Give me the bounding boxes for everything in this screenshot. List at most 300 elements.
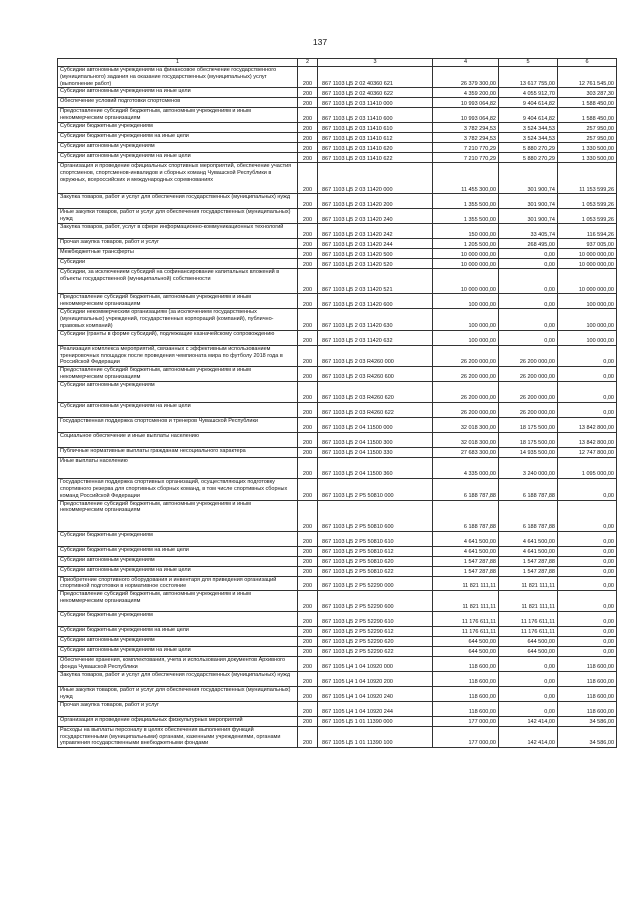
row-code: 867 1103 Ц5 2 03 11410 620 [318,143,433,153]
row-value-5: 644 500,00 [499,647,558,657]
row-value-6: 12 761 545,00 [558,67,617,88]
row-name: Субсидии автономным учреждениям на иные цели [58,403,298,418]
row-name: Субсидии автономным учреждениям [58,143,298,153]
row-code: 867 1103 Ц5 2 P5 50810 600 [318,500,433,531]
row-name: Социальное обеспечение и иные выплаты населению [58,433,298,448]
table-row [58,108,617,123]
table-row [58,367,617,382]
row-code: 867 1105 Ц4 1 04 10920 000 [318,657,433,672]
table-row [58,627,617,637]
table-row [58,403,617,418]
row-value-5: 4 055 912,70 [499,88,558,98]
row-value-4: 644 500,00 [433,647,499,657]
row-value-5: 14 935 500,00 [499,448,558,458]
row-code: 867 1103 Ц5 2 04 11500 300 [318,433,433,448]
row-value-4: 10 000 000,00 [433,269,499,294]
row-value-4: 26 200 000,00 [433,367,499,382]
row-value-4: 1 547 287,88 [433,556,499,566]
row-name: Приобретение спортивного оборудования и инвентаря для приведения организаций спортивной подготовки в нормативное состояние [58,576,298,591]
row-col2: 200 [298,88,318,98]
table-row [58,566,617,576]
table-row [58,249,617,259]
row-code: 867 1105 Ц4 1 04 10920 240 [318,686,433,701]
row-value-6: 1 053 599,26 [558,194,617,209]
row-code: 867 1103 Ц5 2 02 40360 622 [318,88,433,98]
row-value-5: 26 200 000,00 [499,367,558,382]
row-value-4: 10 000 000,00 [433,249,499,259]
table-row [58,701,617,716]
row-col2: 200 [298,153,318,163]
row-name: Предоставление субсидий бюджетным, автономным учреждениям и иным некоммерческим организациям [58,108,298,123]
table-row [58,637,617,647]
row-value-6: 1 330 500,00 [558,153,617,163]
row-col2: 200 [298,591,318,612]
row-name: Субсидии бюджетным учреждениям [58,123,298,133]
row-value-6: 11 153 599,26 [558,163,617,194]
row-value-6: 0,00 [558,546,617,556]
row-col2: 200 [298,556,318,566]
row-value-4: 118 600,00 [433,657,499,672]
row-col2: 200 [298,657,318,672]
row-value-5: 3 524 344,53 [499,133,558,143]
row-value-6: 100 000,00 [558,294,617,309]
row-col2: 200 [298,309,318,330]
row-value-4: 177 000,00 [433,716,499,726]
row-value-5: 0,00 [499,269,558,294]
row-name: Субсидии бюджетным учреждениям на иные цели [58,546,298,556]
row-value-4: 3 782 294,53 [433,133,499,143]
row-value-6: 34 586,00 [558,716,617,726]
table-row [58,716,617,726]
table-row [58,163,617,194]
row-code: 867 1103 Ц5 2 P5 50810 610 [318,531,433,546]
row-name: Государственная поддержка спортсменов и тренеров Чувашской Республики [58,418,298,433]
table-row [58,259,617,269]
table-row [58,647,617,657]
row-col2: 200 [298,433,318,448]
row-name: Субсидии, за исключением субсидий на софинансирование капитальных вложений в объекты государственной (муниципальной) собственности [58,269,298,294]
row-name: Субсидии автономным учреждениям на иные цели [58,566,298,576]
row-col2: 200 [298,224,318,239]
row-code: 867 1103 Ц5 2 P5 52290 610 [318,612,433,627]
row-col2: 200 [298,98,318,108]
row-value-4: 4 641 500,00 [433,546,499,556]
row-name: Субсидии автономным учреждениям на иные цели [58,647,298,657]
row-name: Иные выплаты населению [58,458,298,479]
table-row [58,591,617,612]
row-value-4: 11 821 111,11 [433,591,499,612]
row-col2: 200 [298,418,318,433]
table-row [58,458,617,479]
row-col2: 200 [298,239,318,249]
row-value-5: 142 414,00 [499,726,558,747]
table-row [58,309,617,330]
row-col2: 200 [298,566,318,576]
row-value-4: 644 500,00 [433,637,499,647]
row-value-4: 7 210 770,29 [433,153,499,163]
row-code: 867 1103 Ц5 2 P5 52290 620 [318,637,433,647]
row-code: 867 1103 Ц5 2 04 11500 360 [318,458,433,479]
table-row [58,194,617,209]
row-value-4: 100 000,00 [433,330,499,345]
row-code: 867 1103 Ц5 2 03 11420 500 [318,249,433,259]
row-value-4: 11 176 611,11 [433,612,499,627]
row-value-5: 3 240 000,00 [499,458,558,479]
row-code: 867 1103 Ц5 2 03 11420 242 [318,224,433,239]
row-name: Субсидии автономным учреждениям на финансовое обеспечение государственного (муниципального) задания на оказание государственных (муниципальных) услуг (выполнение работ) [58,67,298,88]
row-value-5: 301 900,74 [499,209,558,224]
table-row [58,657,617,672]
row-col2: 200 [298,163,318,194]
row-value-4: 177 000,00 [433,726,499,747]
row-col2: 200 [298,367,318,382]
row-value-6: 0,00 [558,647,617,657]
row-code: 867 1103 Ц5 2 04 11500 330 [318,448,433,458]
row-code: 867 1103 Ц5 2 03 11420 520 [318,259,433,269]
row-value-6: 10 000 000,00 [558,249,617,259]
row-code: 867 1103 Ц5 2 03 11410 600 [318,108,433,123]
row-code: 867 1105 Ц5 1 01 11390 000 [318,716,433,726]
row-value-6: 100 000,00 [558,309,617,330]
row-value-5: 0,00 [499,309,558,330]
row-name: Субсидии бюджетным учреждениям на иные цели [58,133,298,143]
row-value-4: 7 210 770,29 [433,143,499,153]
row-col2: 200 [298,123,318,133]
row-code: 867 1103 Ц5 2 P5 52290 622 [318,647,433,657]
table-row [58,209,617,224]
row-value-4: 4 359 200,00 [433,88,499,98]
table-row [58,133,617,143]
row-value-5: 0,00 [499,657,558,672]
row-name: Обеспечение условий подготовки спортсменов [58,98,298,108]
table-row [58,123,617,133]
row-value-4: 10 993 064,82 [433,108,499,123]
row-col2: 200 [298,108,318,123]
row-value-6: 0,00 [558,556,617,566]
row-value-5: 268 495,00 [499,239,558,249]
table-row [58,556,617,566]
row-value-5: 4 641 500,00 [499,546,558,556]
table-row [58,433,617,448]
row-code: 867 1103 Ц5 2 03 11410 612 [318,133,433,143]
row-name: Субсидии автономным учреждениям [58,556,298,566]
header-cell: 6 [558,59,617,67]
table-row [58,531,617,546]
row-value-4: 1 355 500,00 [433,194,499,209]
row-name: Субсидии бюджетным учреждениям на иные цели [58,627,298,637]
row-value-4: 100 000,00 [433,309,499,330]
row-name: Субсидии автономным учреждениям [58,637,298,647]
header-cell: 2 [298,59,318,67]
row-col2: 200 [298,345,318,366]
table-row [58,330,617,345]
row-col2: 200 [298,531,318,546]
row-name: Субсидии автономным учреждениям на иные цели [58,153,298,163]
row-value-4: 32 018 300,00 [433,433,499,448]
row-col2: 200 [298,249,318,259]
row-code: 867 1103 Ц5 2 03 11410 610 [318,123,433,133]
row-code: 867 1103 Ц5 2 03 11420 244 [318,239,433,249]
row-col2: 200 [298,576,318,591]
table-row [58,612,617,627]
row-value-5: 0,00 [499,701,558,716]
row-name: Субсидии [58,259,298,269]
row-name: Субсидии автономным учреждениям на иные цели [58,88,298,98]
row-code: 867 1103 Ц5 2 P5 50810 620 [318,556,433,566]
row-value-4: 11 455 300,00 [433,163,499,194]
row-value-5: 1 547 287,88 [499,556,558,566]
row-value-5: 18 175 500,00 [499,418,558,433]
row-value-5: 142 414,00 [499,716,558,726]
header-cell: 5 [499,59,558,67]
row-value-4: 32 018 300,00 [433,418,499,433]
table-row [58,345,617,366]
table-row [58,418,617,433]
row-value-6: 118 600,00 [558,671,617,686]
row-value-6: 1 095 000,00 [558,458,617,479]
row-value-5: 11 821 111,11 [499,591,558,612]
table-row [58,88,617,98]
row-col2: 200 [298,194,318,209]
row-value-6: 0,00 [558,612,617,627]
row-value-6: 34 586,00 [558,726,617,747]
row-value-5: 0,00 [499,686,558,701]
table-row [58,67,617,88]
row-code: 867 1103 Ц5 2 P5 50810 622 [318,566,433,576]
row-name: Прочая закупка товаров, работ и услуг [58,701,298,716]
row-value-6: 100 000,00 [558,330,617,345]
row-col2: 200 [298,671,318,686]
row-name: Субсидии некоммерческим организациям (за исключением государственных (муниципальных) учреждений, государственных корпораций (компаний), публично-правовых компаний) [58,309,298,330]
row-value-4: 3 782 294,53 [433,123,499,133]
row-code: 867 1103 Ц5 2 03 11420 600 [318,294,433,309]
row-value-6: 1 053 599,26 [558,209,617,224]
table-row [58,448,617,458]
row-value-5: 18 175 500,00 [499,433,558,448]
row-value-5: 1 547 287,88 [499,566,558,576]
row-col2: 200 [298,546,318,556]
row-value-4: 27 683 300,00 [433,448,499,458]
table-row [58,686,617,701]
row-col2: 200 [298,612,318,627]
row-value-6: 0,00 [558,345,617,366]
row-value-5: 5 880 270,29 [499,153,558,163]
row-value-6: 118 600,00 [558,686,617,701]
row-name: Организация и проведение официальных спортивных мероприятий, обеспечение участия спортсменов, спортсменов-инвалидов и сборных команд Чувашской Республики в окружных, всероссийских и международных соревнованиях [58,163,298,194]
row-col2: 200 [298,627,318,637]
row-name: Прочая закупка товаров, работ и услуг [58,239,298,249]
row-code: 867 1103 Ц5 2 03 11420 200 [318,194,433,209]
row-value-6: 0,00 [558,479,617,500]
row-value-5: 6 188 787,88 [499,479,558,500]
row-value-6: 118 600,00 [558,657,617,672]
row-code: 867 1103 Ц5 2 03 11410 000 [318,98,433,108]
row-name: Иные закупки товаров, работ и услуг для обеспечения государственных (муниципальных) нужд [58,686,298,701]
row-value-6: 1 588 450,00 [558,108,617,123]
row-code: 867 1105 Ц4 1 04 10920 244 [318,701,433,716]
row-value-6: 0,00 [558,627,617,637]
row-value-6: 0,00 [558,576,617,591]
row-col2: 200 [298,143,318,153]
row-value-5: 26 200 000,00 [499,382,558,403]
table-row [58,479,617,500]
row-value-4: 118 600,00 [433,671,499,686]
row-col2: 200 [298,716,318,726]
row-value-4: 6 188 787,88 [433,479,499,500]
row-value-6: 0,00 [558,403,617,418]
table-body [58,67,617,748]
row-col2: 200 [298,686,318,701]
row-value-4: 100 000,00 [433,294,499,309]
row-code: 867 1103 Ц5 2 03 11420 632 [318,330,433,345]
row-value-5: 26 200 000,00 [499,403,558,418]
row-name: Субсидии автономным учреждениям [58,382,298,403]
row-name: Предоставление субсидий бюджетным, автономным учреждениям и иным некоммерческим организациям [58,500,298,531]
row-code: 867 1103 Ц5 2 03 R4260 000 [318,345,433,366]
row-code: 867 1103 Ц5 2 03 11420 630 [318,309,433,330]
row-code: 867 1103 Ц5 2 03 11420 521 [318,269,433,294]
table-row [58,224,617,239]
row-value-5: 0,00 [499,259,558,269]
header-cell: 3 [318,59,433,67]
row-name: Закупка товаров, работ, услуг в сфере информационно-коммуникационных технологий [58,224,298,239]
row-col2: 200 [298,67,318,88]
row-code: 867 1103 Ц5 2 03 R4260 620 [318,382,433,403]
row-value-4: 118 600,00 [433,701,499,716]
row-value-4: 11 176 611,11 [433,627,499,637]
row-code: 867 1103 Ц5 2 P5 52290 000 [318,576,433,591]
row-code: 867 1103 Ц5 2 02 40360 621 [318,67,433,88]
row-name: Расходы на выплаты персоналу в целях обеспечения выполнения функций государственными (муниципальными) органами, казенными учреждениями, органами управления государственными внебюджетными фондами [58,726,298,747]
row-name: Предоставление субсидий бюджетным, автономным учреждениям и иным некоммерческим организациям [58,367,298,382]
row-value-5: 0,00 [499,249,558,259]
table-row [58,671,617,686]
row-value-4: 26 200 000,00 [433,345,499,366]
row-value-4: 118 600,00 [433,686,499,701]
row-value-4: 4 641 500,00 [433,531,499,546]
table-row [58,239,617,249]
row-col2: 200 [298,726,318,747]
row-value-6: 1 588 450,00 [558,98,617,108]
row-value-5: 11 821 111,11 [499,576,558,591]
row-code: 867 1103 Ц5 2 03 R4260 622 [318,403,433,418]
table-row [58,98,617,108]
row-value-5: 13 617 755,00 [499,67,558,88]
row-value-5: 5 880 270,29 [499,143,558,153]
row-value-5: 0,00 [499,330,558,345]
row-value-6: 10 000 000,00 [558,269,617,294]
row-value-6: 0,00 [558,637,617,647]
row-col2: 200 [298,701,318,716]
row-value-6: 13 842 800,00 [558,418,617,433]
row-col2: 200 [298,458,318,479]
row-value-4: 1 205 500,00 [433,239,499,249]
row-value-4: 150 000,00 [433,224,499,239]
row-col2: 200 [298,269,318,294]
header-row [58,59,617,67]
row-value-6: 116 594,26 [558,224,617,239]
row-code: 867 1103 Ц5 2 04 11500 000 [318,418,433,433]
row-value-6: 0,00 [558,500,617,531]
row-name: Обеспечение хранения, комплектования, учета и использования документов Архивного фонда Чувашской Республики [58,657,298,672]
row-col2: 200 [298,500,318,531]
row-code: 867 1103 Ц5 2 03 11420 240 [318,209,433,224]
row-value-4: 26 200 000,00 [433,382,499,403]
row-code: 867 1103 Ц5 2 P5 50810 612 [318,546,433,556]
row-value-5: 11 176 611,11 [499,627,558,637]
row-name: Реализация комплекса мероприятий, связанных с эффективным использованием тренировочных площадок после проведения чемпионата мира по футболу 2018 года в Российской Федерации [58,345,298,366]
table-row [58,382,617,403]
row-col2: 200 [298,209,318,224]
table-row [58,153,617,163]
row-value-6: 13 842 800,00 [558,433,617,448]
row-value-6: 257 950,00 [558,133,617,143]
table-row [58,294,617,309]
row-code: 867 1103 Ц5 2 P5 52290 600 [318,591,433,612]
row-value-4: 1 547 287,88 [433,566,499,576]
row-name: Субсидии (гранты в форме субсидий), подлежащие казначейскому сопровождению [58,330,298,345]
row-code: 867 1105 Ц4 1 04 10920 200 [318,671,433,686]
page-number: 137 [312,37,328,47]
row-value-4: 11 821 111,11 [433,576,499,591]
table-row [58,726,617,747]
budget-table [57,58,617,748]
row-value-5: 4 641 500,00 [499,531,558,546]
row-col2: 200 [298,133,318,143]
row-value-5: 301 900,74 [499,163,558,194]
row-value-6: 0,00 [558,382,617,403]
row-col2: 200 [298,448,318,458]
row-value-6: 12 747 800,00 [558,448,617,458]
row-name: Субсидии бюджетным учреждениям [58,612,298,627]
row-value-5: 0,00 [499,671,558,686]
row-value-4: 10 000 000,00 [433,259,499,269]
row-col2: 200 [298,294,318,309]
row-value-5: 26 200 000,00 [499,345,558,366]
row-col2: 200 [298,330,318,345]
row-value-6: 0,00 [558,566,617,576]
row-value-4: 26 200 000,00 [433,403,499,418]
row-code: 867 1103 Ц5 2 03 11420 000 [318,163,433,194]
row-value-4: 1 355 500,00 [433,209,499,224]
row-name: Государственная поддержка спортивных организаций, осуществляющих подготовку спортивного резерва для спортивных сборных команд, в том числе спортивных сборных команд Российской Федерации [58,479,298,500]
row-value-5: 301 900,74 [499,194,558,209]
row-value-5: 9 404 614,82 [499,98,558,108]
row-name: Иные закупки товаров, работ и услуг для обеспечения государственных (муниципальных) нужд [58,209,298,224]
row-name: Публичные нормативные выплаты гражданам несоциального характера [58,448,298,458]
row-value-4: 6 188 787,88 [433,500,499,531]
table-row [58,500,617,531]
row-value-5: 9 404 614,82 [499,108,558,123]
row-value-5: 0,00 [499,294,558,309]
table-row [58,576,617,591]
row-value-5: 11 176 611,11 [499,612,558,627]
header-cell: 1 [58,59,298,67]
row-name: Закупка товаров, работ и услуг для обеспечения государственных (муниципальных) нужд [58,671,298,686]
row-name: Предоставление субсидий бюджетным, автономным учреждениям и иным некоммерческим организациям [58,591,298,612]
table-row [58,269,617,294]
row-code: 867 1103 Ц5 2 03 R4260 600 [318,367,433,382]
row-col2: 200 [298,403,318,418]
row-code: 867 1103 Ц5 2 03 11410 622 [318,153,433,163]
row-value-6: 10 000 000,00 [558,259,617,269]
row-name: Предоставление субсидий бюджетным, автономным учреждениям и иным некоммерческим организациям [58,294,298,309]
row-name: Межбюджетные трансферты [58,249,298,259]
row-value-6: 303 287,30 [558,88,617,98]
row-value-6: 1 330 500,00 [558,143,617,153]
row-value-5: 644 500,00 [499,637,558,647]
row-value-4: 4 335 000,00 [433,458,499,479]
